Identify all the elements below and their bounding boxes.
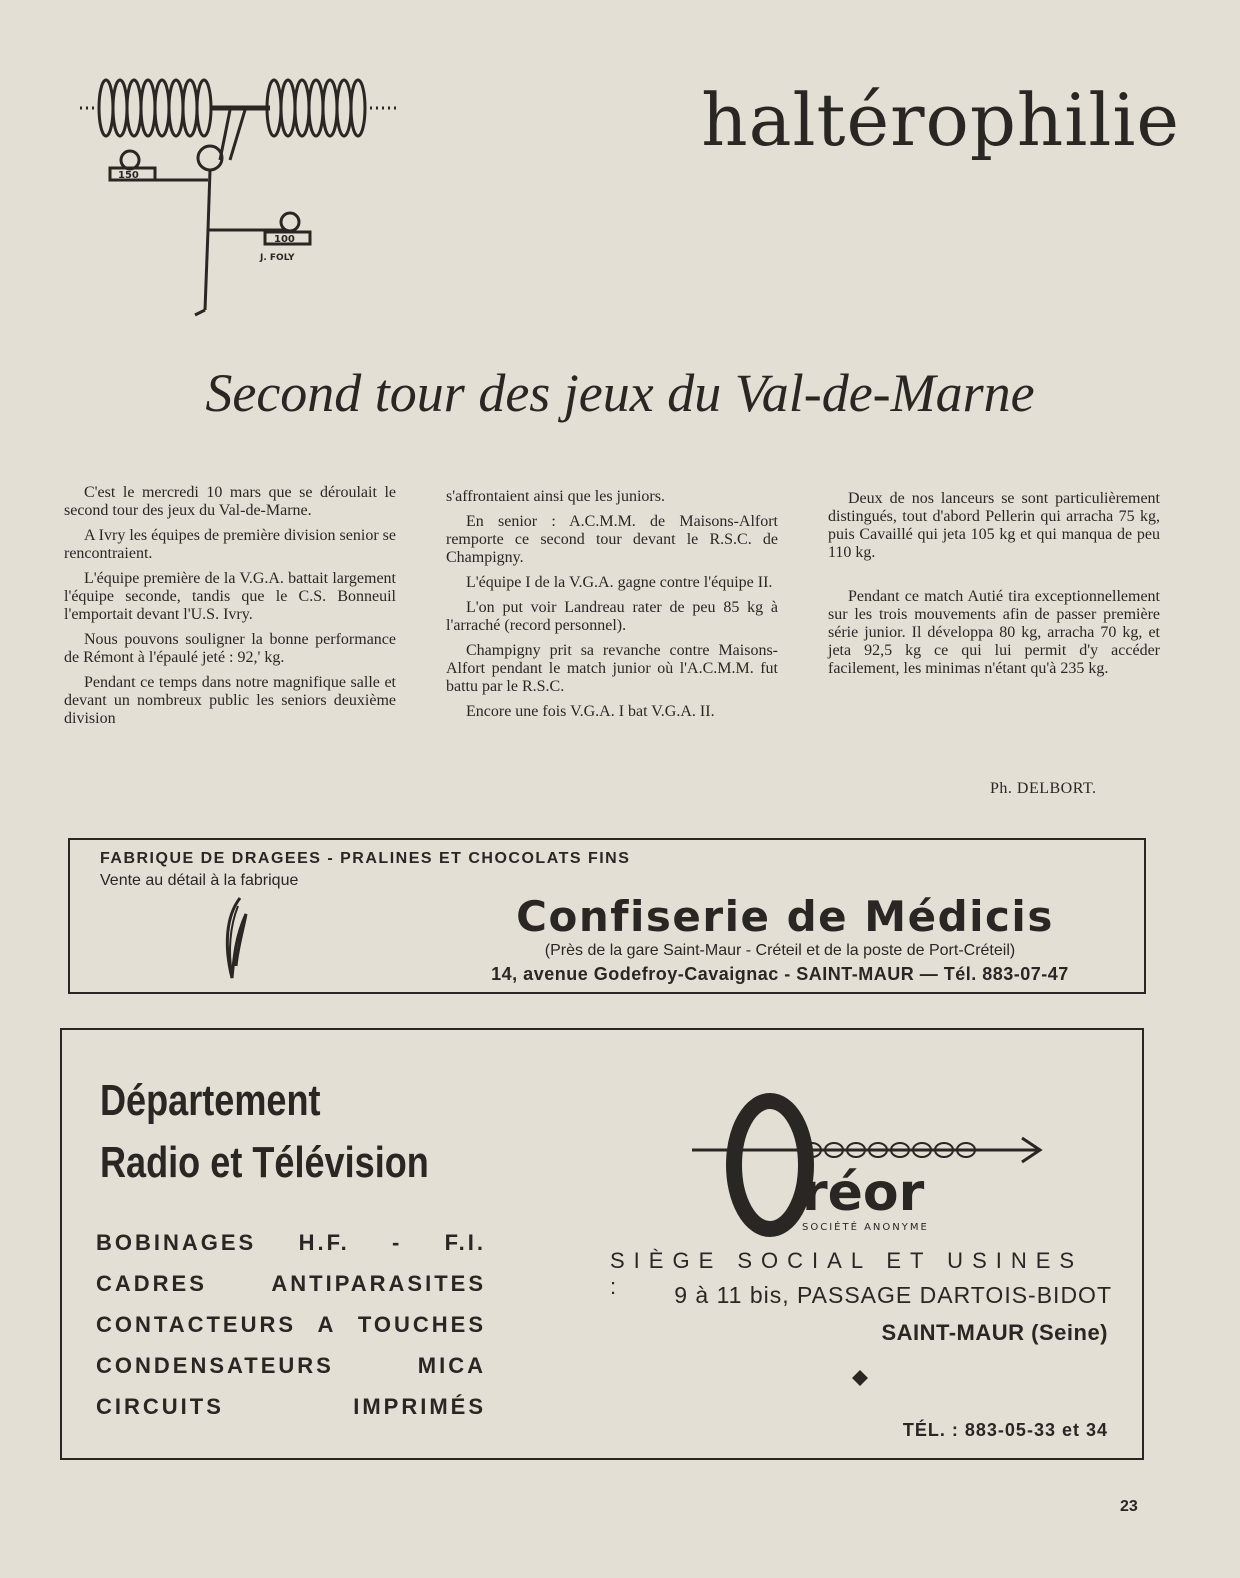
product-word: -	[392, 1230, 403, 1255]
article-column-3	[828, 490, 1160, 685]
page-number: 23	[1120, 1498, 1138, 1515]
list-item	[96, 1345, 486, 1386]
list-item	[96, 1222, 486, 1263]
department-title	[100, 1070, 429, 1194]
product-word: ANTIPARASITES	[271, 1271, 486, 1296]
paragraph: Encore une fois V.G.A. I bat V.G.A. II.	[466, 703, 715, 720]
feather-icon	[220, 896, 250, 980]
product-word: A	[317, 1312, 337, 1337]
weight-left-label: 150	[118, 170, 139, 181]
confiserie-location-note: (Près de la gare Saint-Maur - Créteil et de la poste de Port-Créteil)	[544, 942, 1016, 959]
diamond-icon	[852, 1370, 868, 1386]
confiserie-brand: Confiserie de Médicis	[516, 892, 1054, 941]
product-word: TOUCHES	[357, 1312, 486, 1337]
product-list	[96, 1222, 486, 1427]
weight-right-label: 100	[274, 234, 295, 245]
oreor-address: 9 à 11 bis, PASSAGE DARTOIS-BIDOT	[674, 1282, 1112, 1308]
oreor-city: SAINT-MAUR (Seine)	[881, 1320, 1108, 1345]
paragraph: Pendant ce match Autié tira exceptionnellement sur les trois mouvements afin de passer première série junior. Il développa 80 kg, arracha 70 kg, et jeta 92,5 kg ce qui lui permit d'y accéder facilement, les minimas n'étant qu'à 235 kg.	[828, 588, 1160, 677]
list-item	[96, 1263, 486, 1304]
oreor-advertisement	[60, 1028, 1144, 1460]
section-title: haltérophilie	[701, 78, 1180, 162]
article-author: Ph. DELBORT.	[990, 780, 1097, 797]
department-line: Département	[100, 1076, 321, 1125]
article-column-2	[446, 488, 778, 728]
paragraph: Champigny prit sa revanche contre Maisons-Alfort pendant le match junior où l'A.C.M.M. fut battu par le R.S.C.	[446, 642, 778, 695]
oreor-logo	[682, 1070, 1052, 1240]
product-word: CONDENSATEURS	[96, 1353, 334, 1378]
paragraph: L'on put voir Landreau rater de peu 85 kg à l'arraché (record personnel).	[446, 599, 778, 634]
paragraph: Pendant ce temps dans notre magnifique salle et devant un nombreux public les seniors deuxième division	[64, 674, 396, 727]
product-word: CIRCUITS	[96, 1394, 224, 1419]
paragraph: L'équipe première de la V.G.A. battait largement l'équipe seconde, tandis que le C.S. Bonneuil l'emportait devant l'U.S. Ivry.	[64, 570, 396, 623]
product-word: MICA	[417, 1353, 486, 1378]
oreor-phone: TÉL. : 883-05-33 et 34	[902, 1420, 1108, 1440]
product-word: CADRES	[96, 1271, 207, 1296]
paragraph: C'est le mercredi 10 mars que se déroulait le second tour des jeux du Val-de-Marne.	[64, 484, 396, 519]
logo-subtitle: SOCIÉTÉ ANONYME	[802, 1222, 929, 1233]
product-word: IMPRIMÉS	[353, 1394, 486, 1419]
product-word: F.I.	[444, 1230, 486, 1255]
confiserie-address: 14, avenue Godefroy-Cavaignac - SAINT-MAUR — Tél. 883-07-47	[491, 964, 1069, 984]
list-item	[96, 1386, 486, 1427]
article-headline: Second tour des jeux du Val-de-Marne	[205, 363, 1035, 423]
paragraph: Nous pouvons souligner la bonne performance de Rémont à l'épaulé jeté : 92,' kg.	[64, 631, 396, 666]
ad-subtagline: Vente au détail à la fabrique	[100, 872, 299, 889]
paragraph: A Ivry les équipes de première division senior se rencontraient.	[64, 527, 396, 562]
paragraph: En senior : A.C.M.M. de Maisons-Alfort remporte ce second tour devant le R.S.C. de Champigny.	[446, 513, 778, 566]
illustration-signature: J. FOLY	[260, 253, 295, 263]
logo-initial: O	[766, 1163, 773, 1172]
logo-text: réor	[802, 1163, 925, 1223]
confiserie-advertisement	[68, 838, 1146, 994]
department-line: Radio et Télévision	[100, 1138, 429, 1187]
product-word: CONTACTEURS	[96, 1312, 297, 1337]
paragraph: Deux de nos lanceurs se sont particulièrement distingués, tout d'abord Pellerin qui arracha 75 kg, puis Cavaillé qui jeta 105 kg et qui manqua de peu 110 kg.	[828, 490, 1160, 561]
ad-tagline: FABRIQUE DE DRAGEES - PRALINES ET CHOCOLATS FINS	[100, 850, 631, 867]
product-word: BOBINAGES	[96, 1230, 257, 1255]
product-word: H.F.	[298, 1230, 350, 1255]
oreor-siege: SIÈGE SOCIAL ET USINES :	[610, 1248, 1084, 1299]
paragraph: L'équipe I de la V.G.A. gagne contre l'équipe II.	[466, 574, 773, 591]
article-column-1	[64, 484, 396, 735]
paragraph: s'affrontaient ainsi que les juniors.	[446, 488, 665, 505]
list-item	[96, 1304, 486, 1345]
weightlifter-illustration	[70, 70, 410, 330]
